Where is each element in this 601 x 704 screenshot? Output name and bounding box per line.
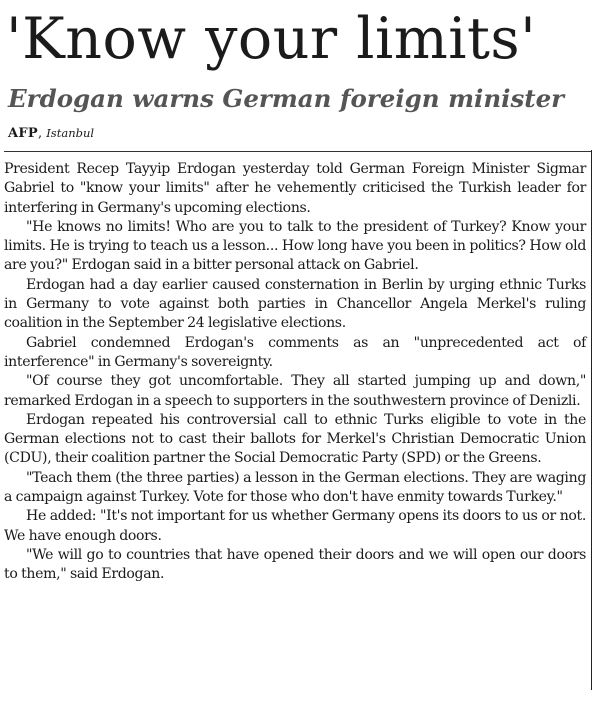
subheadline: Erdogan warns German foreign minister (8, 84, 565, 113)
paragraph: Gabriel condemned Erdogan's comments as an "unprecedented act of interference" in Germany's sovereignty. (4, 334, 586, 370)
paragraph: Erdogan had a day earlier caused consternation in Berlin by urging ethnic Turks in Germany to vote against both parties in Chancellor Angela Merkel's ruling coalition in the September 24 legislative elections. (4, 276, 586, 332)
paragraph: He added: "It's not important for us whether Germany opens its doors to us or not. We have enough doors. (4, 508, 586, 544)
paragraph: President Recep Tayyip Erdogan yesterday told German Foreign Minister Sigmar Gabriel to "know your limits" after he vehemently criticised the Turkish leader for interfering in Germany's upcoming elections. (4, 161, 586, 216)
headline: 'Know your limits' (6, 6, 537, 72)
paragraph: "Of course they got uncomfortable. They all started jumping up and down," remarked Erdogan in a speech to supporters in the southwestern province of Denizli. (4, 373, 586, 409)
byline-separator: , (38, 126, 47, 141)
paragraph: "Teach them (the three parties) a lesson in the German elections. They are waging a campaign against Turkey. Vote for those who don't have enmity towards Turkey." (4, 469, 586, 506)
paragraph: "He knows no limits! Who are you to talk to the president of Turkey? Know your limits. He is trying to teach us a lesson... How long have you been in politics? How old are you?" Erdogan said in a bitter personal attack on Gabriel. (4, 218, 586, 274)
byline-location: Istanbul (46, 126, 95, 140)
paragraph: Erdogan repeated his controversial call to ethnic Turks eligible to vote in the German elections not to cast their ballots for Merkel's Christian Democratic Union (CDU), their coalition partner the Social Democratic Party (SPD) or the Greens. (4, 411, 586, 467)
column-rule (591, 150, 592, 690)
divider (4, 151, 592, 152)
byline (8, 124, 94, 143)
byline-agency: AFP (8, 126, 38, 141)
article-body (4, 160, 586, 585)
paragraph: "We will go to countries that have opened their doors and we will open our doors to them," said Erdogan. (4, 546, 586, 583)
